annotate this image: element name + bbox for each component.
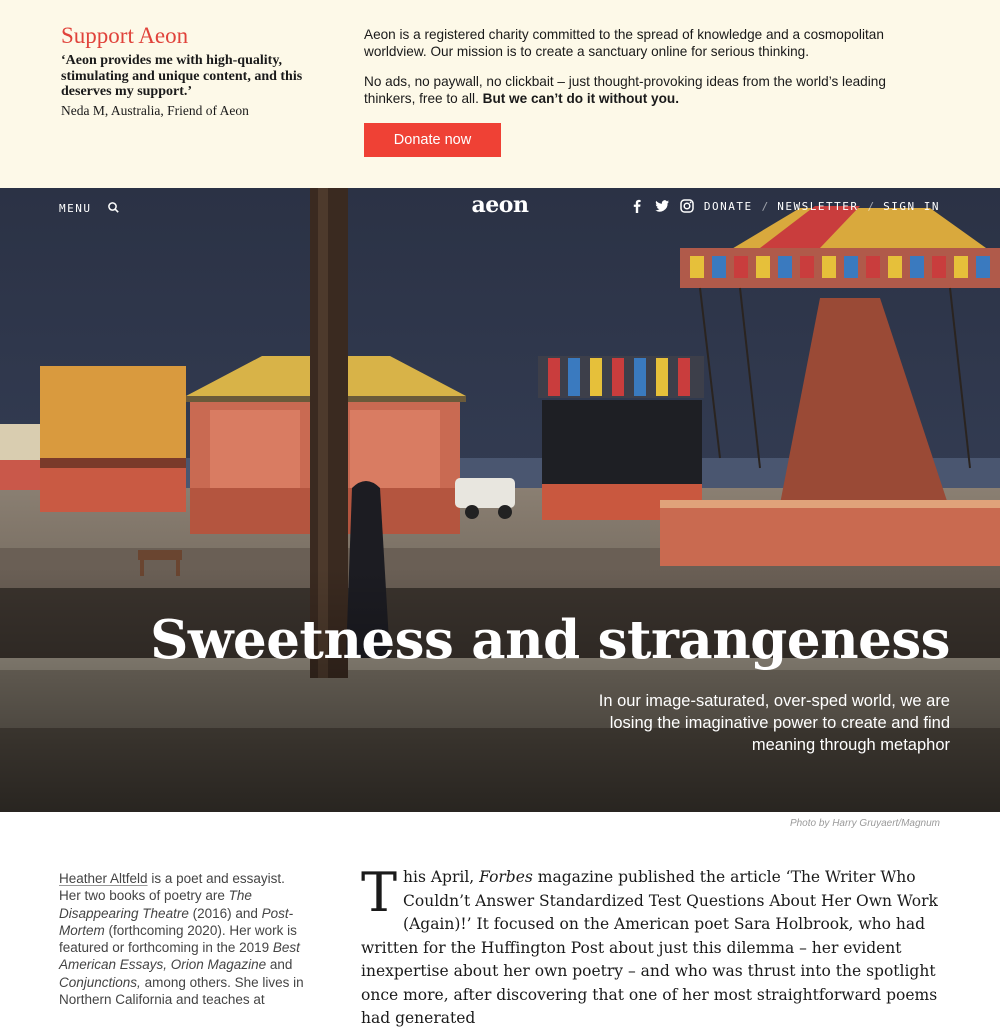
- nav-separator: /: [761, 199, 769, 213]
- menu-button[interactable]: MENU: [59, 201, 92, 215]
- support-right-column: [364, 26, 909, 107]
- article-title: Sweetness and strangeness: [150, 609, 950, 671]
- bio-text: is a poet and essayist. Her two books of poetry are: [59, 871, 285, 904]
- nav-sign-in-link[interactable]: SIGN IN: [883, 199, 940, 213]
- bio-book-title: The Disappearing Theatre: [59, 888, 252, 921]
- donate-now-button[interactable]: Donate now: [364, 123, 501, 157]
- support-paragraph-1: Aeon is a registered charity committed to the spread of knowledge and a cosmopolitan worldview. Our mission is to create a sanctuary online for serious thinking.: [364, 27, 884, 59]
- nav-separator: /: [867, 199, 875, 213]
- bio-text: and: [266, 957, 293, 973]
- support-quote: ‘Aeon provides me with high-quality, stimulating and unique content, and this deserves my support.’: [61, 53, 303, 99]
- bio-book-title: Post-Mortem: [59, 905, 294, 938]
- support-paragraph-2-text: No ads, no paywall, no clickbait – just thought-provoking ideas from the world’s leading thinkers, free to all.: [364, 74, 886, 106]
- aeon-logo[interactable]: aeon: [471, 192, 529, 218]
- nav-newsletter-link[interactable]: NEWSLETTER: [777, 199, 859, 213]
- support-title: Support Aeon: [61, 23, 189, 48]
- article-standfirst: In our image-saturated, over-sped world, we are losing the imaginative power to create and find meaning through metaphor: [598, 692, 950, 754]
- facebook-icon[interactable]: [629, 198, 645, 214]
- support-attribution: Neda M, Australia, Friend of Aeon: [61, 102, 249, 118]
- bio-text: (2016) and: [188, 905, 262, 921]
- photo-credit: Photo by Harry Gruyaert/Magnum: [789, 818, 940, 829]
- instagram-icon[interactable]: [679, 198, 695, 214]
- hero: [0, 188, 1000, 812]
- twitter-icon[interactable]: [654, 198, 670, 214]
- author-bio: [59, 870, 309, 1008]
- top-nav-right: [629, 198, 940, 214]
- article-body: [361, 861, 951, 1031]
- bio-publication: Conjunctions,: [59, 974, 141, 990]
- search-icon[interactable]: [106, 200, 122, 216]
- support-paragraph-2-bold: But we can’t do it without you.: [482, 91, 679, 106]
- body-publication: Forbes: [479, 868, 533, 886]
- author-link[interactable]: Heather Altfeld: [59, 871, 148, 886]
- nav-donate-link[interactable]: DONATE: [703, 199, 753, 213]
- support-left-column: [61, 22, 331, 119]
- support-paragraph-2: [364, 73, 909, 107]
- drop-cap: T: [361, 861, 398, 924]
- bio-text: (forthcoming 2020). Her work is featured or forthcoming in the 2019: [59, 922, 297, 956]
- body-paragraph-text: magazine published the article ‘The Writer Who Couldn’t Answer Standardized Test Questions About Her Own Work (Again)!’ It focused on the American poet Sara Holbrook, who had written for the Huffington Post about just this dilemma – her evident inexpertise about her own poetry – and who was thrust into the spotlight once more, after discovering that one of her most straightforward poems had generated: [361, 868, 938, 1027]
- body-paragraph-text: his April,: [403, 868, 480, 886]
- bio-publication: Best American Essays, Orion Magazine: [59, 940, 300, 973]
- bio-text: among others. She lives in Northern California and teaches at: [59, 974, 304, 1008]
- top-nav-left: [59, 200, 122, 216]
- support-banner: [0, 0, 1000, 188]
